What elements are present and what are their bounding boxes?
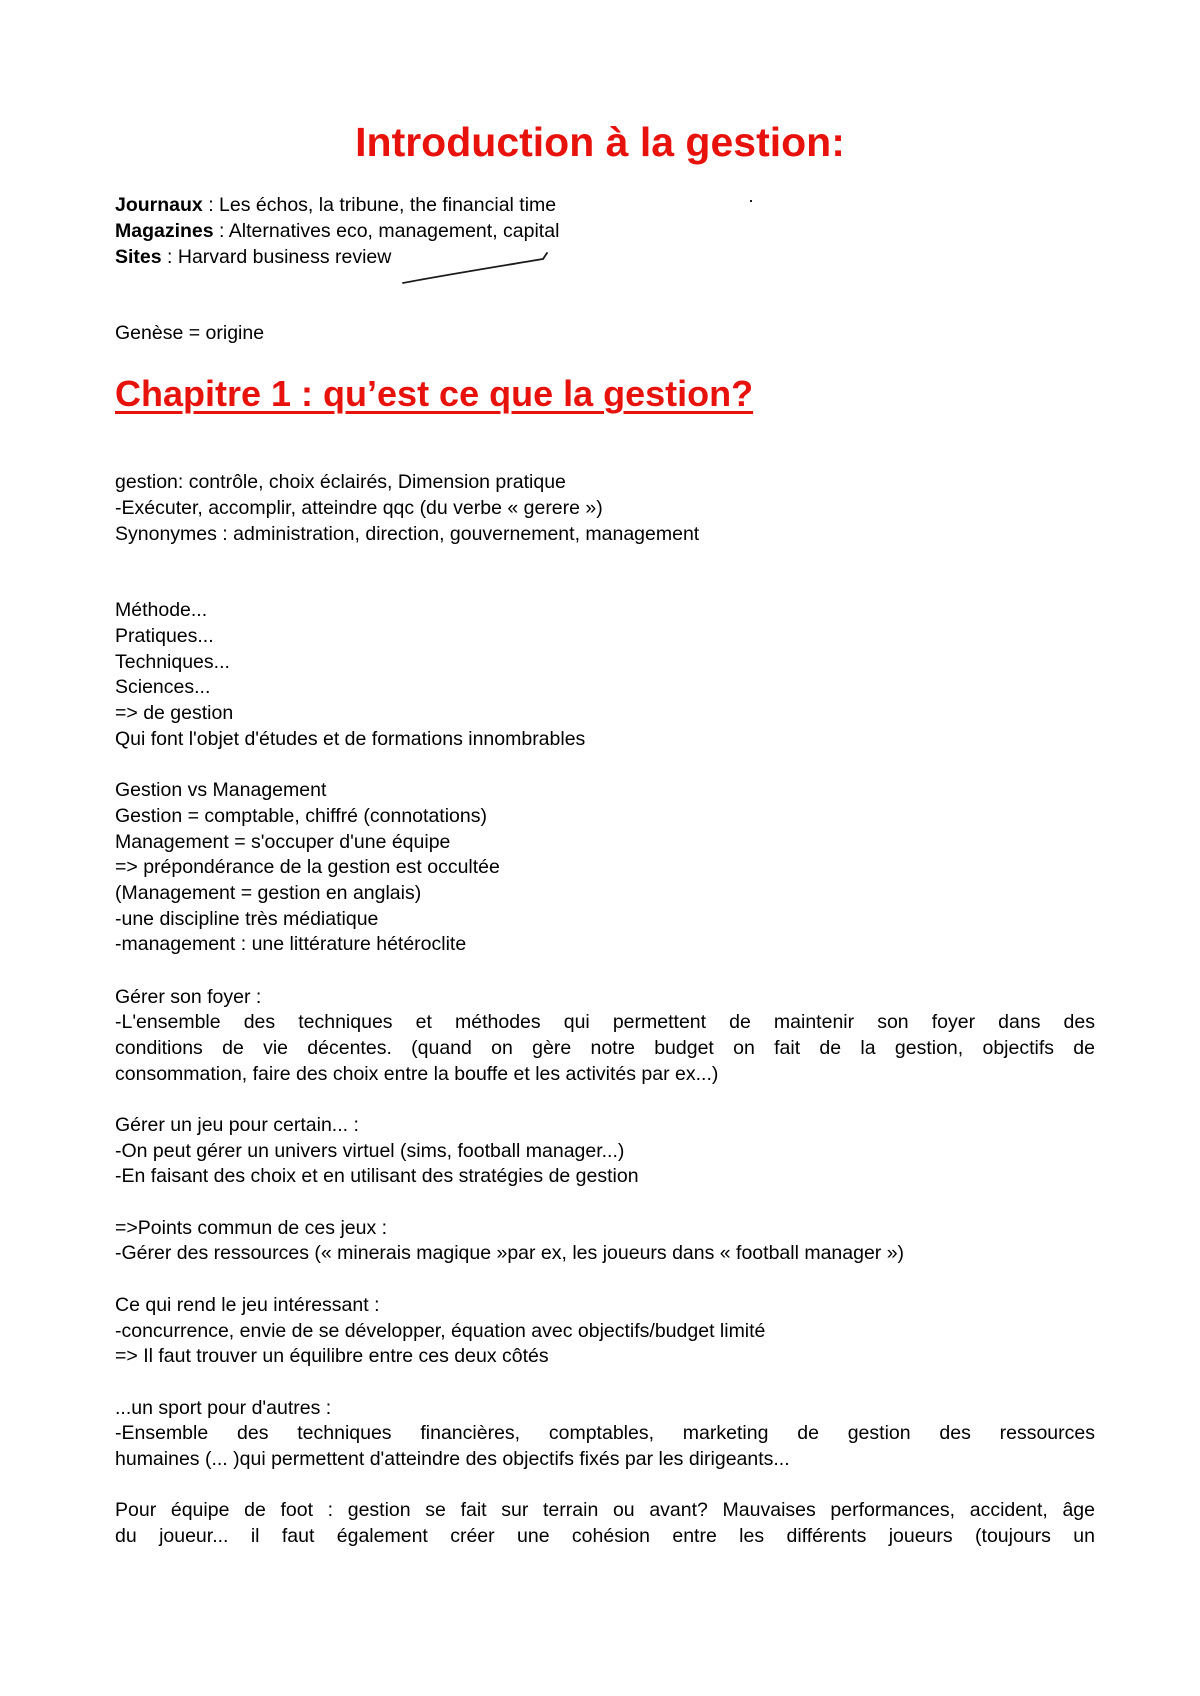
foot-line: du joueur... il faut également créer une cohésion entre les différents joueurs (toujours un (115, 1525, 1095, 1547)
foot-line: Pour équipe de foot : gestion se fait sur terrain ou avant? Mauvaises performances, accident, âge (115, 1499, 1095, 1521)
gvm-line: Gestion vs Management (115, 779, 327, 801)
methods-line: Sciences... (115, 676, 211, 698)
points-communs-line: =>Points commun de ces jeux : (115, 1217, 388, 1239)
page-title: Introduction à la gestion: (355, 119, 845, 165)
sport-line: ...un sport pour d'autres : (115, 1397, 332, 1419)
methods-line: Méthode... (115, 599, 208, 621)
chapter-title: Chapitre 1 : qu’est ce que la gestion? (115, 373, 754, 414)
gvm-line: -management : une littérature hétéroclite (115, 933, 467, 955)
handwritten-underline (395, 245, 555, 290)
gvm-line: (Management = gestion en anglais) (115, 882, 422, 904)
sport-line: humaines (... )qui permettent d'atteindre des objectifs fixés par les dirigeants... (115, 1448, 790, 1470)
source-sites: Sites : Harvard business review (115, 246, 392, 268)
interet-line: -concurrence, envie de se développer, équation avec objectifs/budget limité (115, 1320, 766, 1342)
points-communs-line: -Gérer des ressources (« minerais magique »par ex, les joueurs dans « football manager ») (115, 1242, 905, 1264)
foyer-line: consommation, faire des choix entre la bouffe et les activités par ex...) (115, 1063, 719, 1085)
definition-line: -Exécuter, accomplir, atteindre qqc (du verbe « gerere ») (115, 497, 603, 519)
definition-line: Synonymes : administration, direction, gouvernement, management (115, 523, 700, 545)
foyer-line: conditions de vie décentes. (quand on gère notre budget on fait de la gestion, objectifs de (115, 1037, 1095, 1059)
jeu-line: -En faisant des choix et en utilisant des stratégies de gestion (115, 1165, 639, 1187)
methods-line: Techniques... (115, 651, 230, 673)
methods-line: => de gestion (115, 702, 234, 724)
genese-line: Genèse = origine (115, 322, 265, 344)
gvm-line: => prépondérance de la gestion est occultée (115, 856, 500, 878)
sport-line: -Ensemble des techniques financières, comptables, marketing de gestion des ressources (115, 1422, 1095, 1444)
methods-line: Pratiques... (115, 625, 214, 647)
foyer-line: -L'ensemble des techniques et méthodes qui permettent de maintenir son foyer dans des (115, 1011, 1095, 1033)
definition-line: gestion: contrôle, choix éclairés, Dimension pratique (115, 471, 566, 493)
gvm-line: Management = s'occuper d'une équipe (115, 831, 451, 853)
gvm-line: -une discipline très médiatique (115, 908, 379, 930)
methods-line: Qui font l'objet d'études et de formations innombrables (115, 728, 586, 750)
source-journaux: Journaux : Les échos, la tribune, the financial time (115, 194, 557, 216)
jeu-line: Gérer un jeu pour certain... : (115, 1114, 359, 1136)
foyer-line: Gérer son foyer : (115, 986, 262, 1008)
jeu-line: -On peut gérer un univers virtuel (sims, football manager...) (115, 1140, 625, 1162)
interet-line: => Il faut trouver un équilibre entre ces deux côtés (115, 1345, 549, 1367)
source-magazines: Magazines : Alternatives eco, management, capital (115, 220, 560, 242)
interet-line: Ce qui rend le jeu intéressant : (115, 1294, 380, 1316)
gvm-line: Gestion = comptable, chiffré (connotations) (115, 805, 487, 827)
